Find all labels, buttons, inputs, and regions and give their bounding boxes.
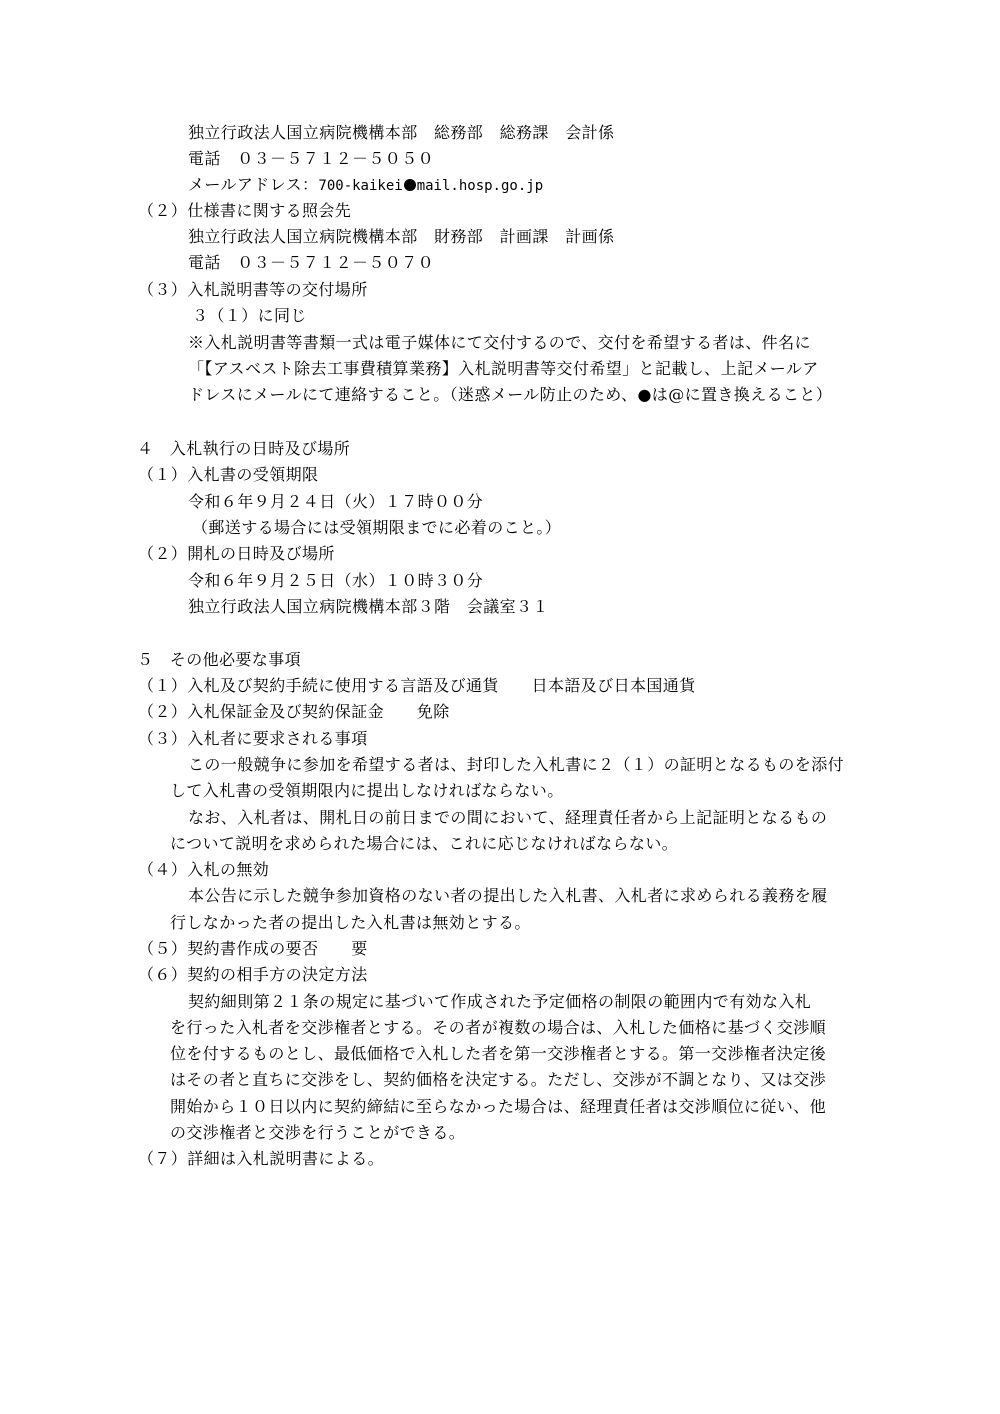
invalid-bid-heading: （４）入札の無効	[138, 860, 270, 879]
bid-deadline-date: 令和６年９月２４日（火）１７時００分	[188, 492, 484, 511]
contact-phone: 電話 ０３－５７１２－５０５０	[188, 149, 435, 168]
counterparty-method-line: 位を付するものとし、最低価格で入札した者を第一交渉権者とする。第一交渉権者決定後	[170, 1044, 827, 1063]
opening-date: 令和６年９月２５日（水）１０時３０分	[188, 571, 484, 590]
email-label: メールアドレス：	[188, 175, 319, 194]
spec-inquiry-heading: （２）仕様書に関する照会先	[138, 201, 352, 220]
contact-office: 独立行政法人国立病院機構本部 総務部 総務課 会計係	[188, 123, 615, 142]
bidder-requirements-line: して入札書の受領期限内に提出しなければならない。	[170, 781, 564, 800]
bidder-requirements-heading: （３）入札者に要求される事項	[138, 729, 368, 748]
counterparty-method-heading: （６）契約の相手方の決定方法	[138, 965, 368, 984]
spec-inquiry-phone: 電話 ０３－５７１２－５０７０	[188, 253, 435, 272]
opening-place: 独立行政法人国立病院機構本部３階 会議室３１	[188, 597, 549, 616]
counterparty-method-line: を行った入札者を交渉権者とする。その者が複数の場合は、入札した価格に基づく交渉順	[170, 1018, 827, 1037]
email-user: 700-kaikei	[318, 178, 403, 194]
section-4-heading: ４ 入札執行の日時及び場所	[137, 439, 351, 458]
at-mark-dot-icon	[404, 179, 416, 191]
opening-heading: （２）開札の日時及び場所	[138, 544, 335, 563]
bidder-requirements-line: なお、入札者は、開札日の前日までの間において、経理責任者から上記証明となるもの	[188, 808, 828, 827]
counterparty-method-line: はその者と直ちに交渉をし、契約価格を決定する。ただし、交渉が不調となり、又は交渉	[170, 1070, 827, 1089]
section-5-heading: ５ その他必要な事項	[137, 650, 302, 669]
counterparty-method-line: 契約細則第２１条の規定に基づいて作成された予定価格の制限の範囲内で有効な入札	[188, 992, 812, 1011]
deposit-item: （２）入札保証金及び契約保証金 免除	[138, 702, 450, 721]
counterparty-method-line: 開始から１０日以内に契約締結に至らなかった場合は、経理責任者は交渉順位に従い、他	[170, 1097, 827, 1116]
invalid-bid-line: 行しなかった者の提出した入札書は無効とする。	[170, 913, 531, 932]
email-domain: mail.hosp.go.jp	[416, 178, 544, 194]
spec-inquiry-office: 独立行政法人国立病院機構本部 財務部 計画課 計画係	[188, 227, 615, 246]
bid-deadline-note: （郵送する場合には受領期限までに必着のこと。）	[192, 518, 562, 537]
contact-email	[188, 172, 543, 198]
bidder-requirements-line: この一般競争に参加を希望する者は、封印した入札書に２（１）の証明となるものを添付	[188, 755, 845, 774]
language-currency-item: （１）入札及び契約手続に使用する言語及び通貨 日本語及び日本国通貨	[138, 676, 696, 695]
details-item: （７）詳細は入札説明書による。	[138, 1149, 385, 1168]
delivery-place-same: ３（１）に同じ	[192, 306, 307, 325]
delivery-note-line: ※入札説明書等書類一式は電子媒体にて交付するので、交付を希望する者は、件名に	[188, 333, 811, 352]
bidder-requirements-line: について説明を求められた場合には、これに応じなければならない。	[170, 834, 679, 853]
bid-deadline-heading: （１）入札書の受領期限	[138, 465, 319, 484]
contract-document-item: （５）契約書作成の要否 要	[138, 939, 368, 958]
delivery-note-line: ドレスにメールにて連絡すること。（迷惑メール防止のため、●は@に置き換えること）	[188, 385, 833, 404]
counterparty-method-line: の交渉権者と交渉を行うことができる。	[170, 1123, 466, 1142]
delivery-note-line: 「【アスベスト除去工事費積算業務】入札説明書等交付希望」と記載し、上記メールア	[188, 359, 819, 378]
delivery-place-heading: （３）入札説明書等の交付場所	[138, 280, 368, 299]
invalid-bid-line: 本公告に示した競争参加資格のない者の提出した入札書、入札者に求められる義務を履	[188, 886, 828, 905]
